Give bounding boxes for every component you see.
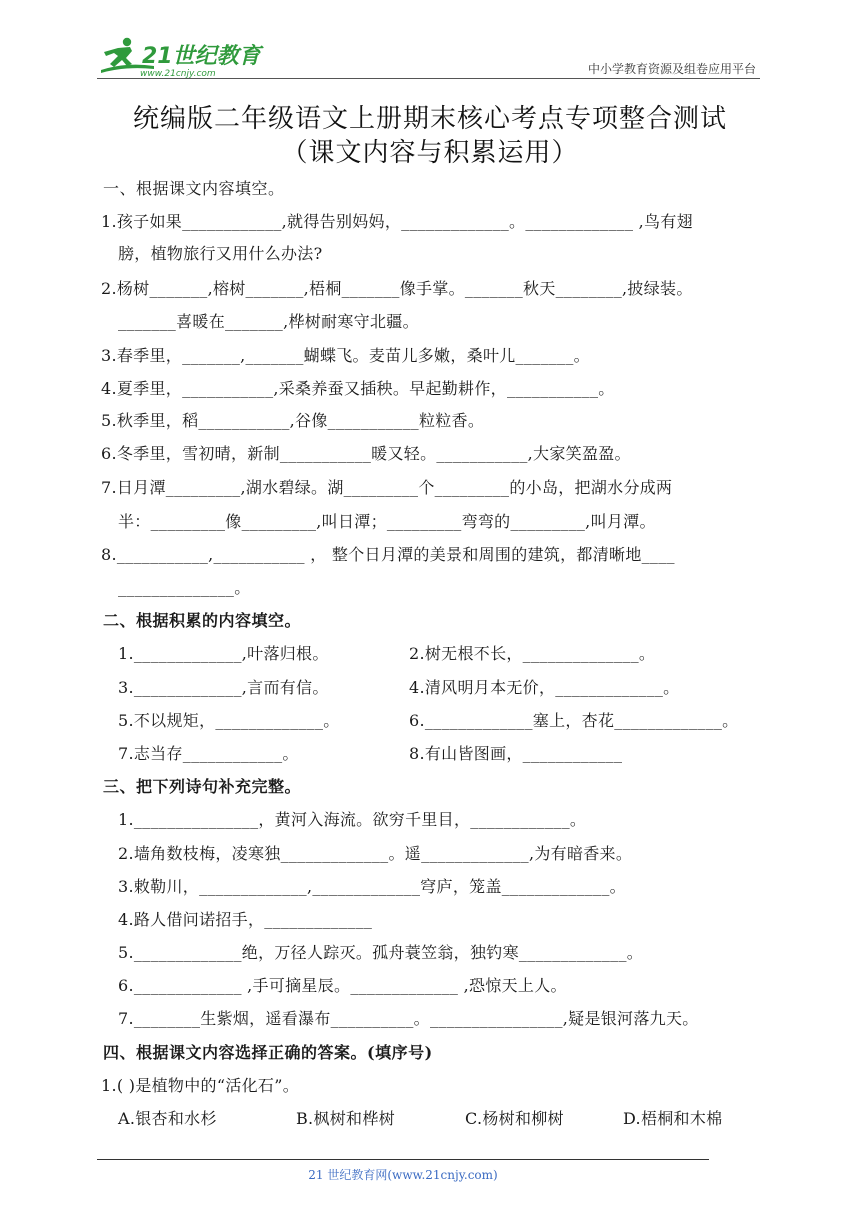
page-title: 统编版二年级语文上册期末核心考点专项整合测试 bbox=[132, 104, 727, 134]
logo-text: 21世纪教育 bbox=[142, 44, 261, 69]
s2-item: 7.志当存____________。 bbox=[118, 744, 299, 763]
s1-line: _______喜暖在_______,桦树耐寒守北疆。 bbox=[118, 312, 419, 331]
platform-name: 中小学教育资源及组卷应用平台 bbox=[587, 62, 756, 76]
s1-line: 4.夏季里，___________,采桑养蚕又插秧。早起勤耕作，___________。 bbox=[101, 379, 615, 398]
s1-line: 3.春季里，_______,_______蝴蝶飞。麦苗儿多嫩，桑叶儿_______。 bbox=[101, 346, 590, 365]
s3-line: 4.路人借问诺招手，_____________ bbox=[118, 910, 373, 929]
s1-line: 8.___________,___________ ， 整个日月潭的美景和周围的建筑，都清晰地____ bbox=[101, 545, 675, 564]
s4-question: 1.( )是植物中的“活化石”。 bbox=[101, 1076, 299, 1095]
s2-item: 2.树无根不长，______________。 bbox=[409, 644, 656, 663]
s3-line: 6._____________ ,手可摘星辰。_____________ ,恐惊天上人。 bbox=[118, 976, 567, 995]
s4-option-c: C.杨树和柳树 bbox=[465, 1109, 564, 1128]
s4-option-b: B.枫树和桦树 bbox=[296, 1109, 395, 1128]
footer-link[interactable]: 21 世纪教育网(www.21cnjy.com) bbox=[308, 1168, 498, 1182]
s2-item: 8.有山皆图画，____________ bbox=[409, 744, 623, 763]
s1-line: ______________。 bbox=[118, 578, 251, 597]
footer-divider bbox=[97, 1159, 709, 1160]
s1-line: 半：_________像_________,叫日潭；_________弯弯的_________,叫月潭。 bbox=[118, 512, 656, 531]
s4-option-d: D.梧桐和木棉 bbox=[623, 1109, 723, 1128]
page-subtitle: （课文内容与积累运用） bbox=[281, 138, 579, 168]
section-3-heading: 三、把下列诗句补充完整。 bbox=[103, 777, 302, 796]
s3-line: 2.墙角数枝梅，凌寒独_____________。遥_____________,为有暗香来。 bbox=[118, 844, 633, 863]
s2-item: 5.不以规矩，_____________。 bbox=[118, 711, 340, 730]
s1-line: 1.孩子如果____________,就得告别妈妈，_____________。_____________ ,鸟有翅 bbox=[101, 212, 693, 231]
section-1-heading: 一、根据课文内容填空。 bbox=[103, 179, 285, 198]
s2-item: 4.清风明月本无价，_____________。 bbox=[409, 678, 680, 697]
s3-line: 3.敕勒川，_____________,_____________穹庐，笼盖_____________。 bbox=[118, 877, 626, 896]
s3-line: 7.________生紫烟，遥看瀑布__________。________________,疑是银河落九天。 bbox=[118, 1009, 699, 1028]
s2-item: 6._____________塞上，杏花_____________。 bbox=[409, 711, 739, 730]
section-2-heading: 二、根据积累的内容填空。 bbox=[103, 611, 302, 630]
s1-line: 膀，植物旅行又用什么办法? bbox=[118, 244, 323, 263]
s2-item: 1._____________,叶落归根。 bbox=[118, 644, 329, 663]
s1-line: 6.冬季里，雪初晴，新制___________暖又轻。___________,大家笑盈盈。 bbox=[101, 444, 631, 463]
s1-line: 2.杨树_______,榕树_______,梧桐_______像手掌。_______秋天________,披绿装。 bbox=[101, 279, 693, 298]
s1-line: 7.日月潭_________,湖水碧绿。湖_________个_________的小岛，把湖水分成两 bbox=[101, 478, 673, 497]
s3-line: 5._____________绝，万径人踪灭。孤舟蓑笠翁，独钓寒_____________。 bbox=[118, 943, 644, 962]
site-logo bbox=[96, 36, 266, 80]
s3-line: 1._______________，黄河入海流。欲穷千里目，____________。 bbox=[118, 810, 587, 829]
logo-url: www.21cnjy.com bbox=[140, 69, 216, 79]
s2-item: 3._____________,言而有信。 bbox=[118, 678, 329, 697]
section-4-heading: 四、根据课文内容选择正确的答案。(填序号) bbox=[103, 1043, 433, 1062]
s4-option-a: A.银杏和水杉 bbox=[118, 1109, 217, 1128]
header-divider bbox=[97, 78, 760, 79]
s1-line: 5.秋季里，稻___________,谷像___________粒粒香。 bbox=[101, 411, 485, 430]
